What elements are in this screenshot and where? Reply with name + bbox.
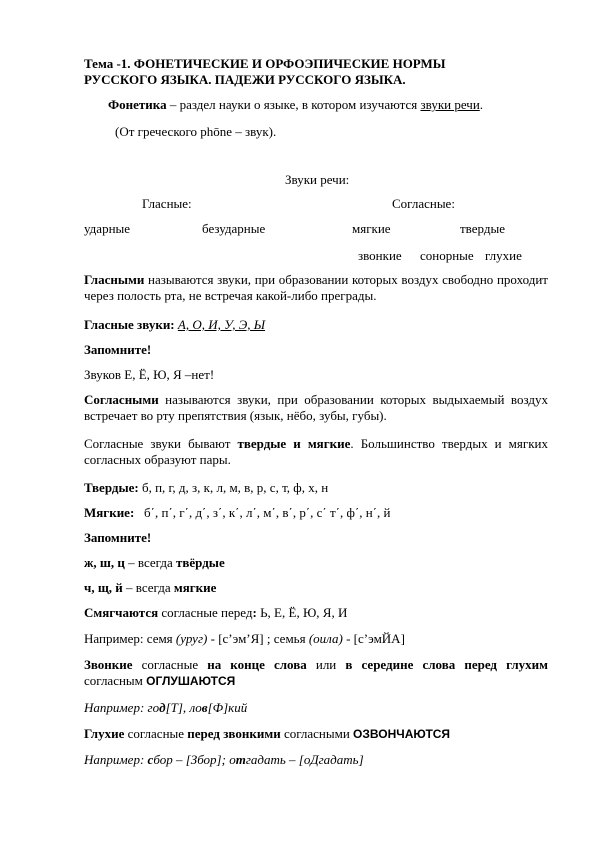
devoicing-t7: ОГЛУШАЮТСЯ	[146, 674, 236, 688]
document-title	[84, 56, 548, 88]
example-devoice-b: го	[147, 700, 160, 715]
diagram-voiceless: глухие	[485, 248, 522, 263]
speech-sounds-link: звуки речи	[420, 97, 480, 112]
softening-text: согласные перед	[158, 605, 253, 620]
voicing-t4: согласными	[280, 726, 354, 741]
voicing-rule	[84, 726, 548, 742]
pairs-text-b: . Большинство твердых и мягких согласных образуют пары.	[84, 436, 548, 467]
always-hard-line	[84, 555, 548, 571]
devoicing-t5: в середине слова перед глухим	[345, 657, 548, 672]
diagram-unstressed: безударные	[202, 221, 266, 236]
always-hard-word: твёрдые	[176, 555, 225, 570]
example-voice-d: о	[229, 752, 236, 767]
example-soft-d: (оила)	[308, 631, 343, 646]
diagram-vowels: Гласные:	[142, 196, 192, 211]
softening-line	[84, 605, 548, 621]
voicing-t2: согласные	[124, 726, 188, 741]
vowel-sounds-line	[84, 317, 548, 333]
devoicing-t2: согласные	[132, 657, 208, 672]
pairs-hard: твердые	[237, 436, 287, 451]
devoicing-line-1	[84, 657, 548, 673]
softening-example	[84, 631, 548, 647]
phonetics-definition	[108, 97, 548, 113]
example-devoice-c: д	[159, 700, 166, 715]
diagram-hard: твердые	[460, 221, 505, 236]
devoicing-line-2	[84, 673, 548, 689]
example-voice-f: гадать – [оДгадать]	[245, 752, 364, 767]
pairs-paragraph	[84, 436, 548, 468]
term-vowels: Гласными	[84, 272, 145, 287]
pairs-text-a: Согласные звуки бывают	[84, 436, 238, 451]
softening-colon: :	[252, 605, 257, 620]
no-sounds-note: Звуков Е, Ё, Ю, Я –нет!	[84, 367, 215, 382]
soft-consonants-line	[84, 505, 548, 521]
devoicing-t4: или	[306, 657, 346, 672]
term-consonants: Согласными	[84, 392, 159, 407]
example-voice-b: с	[147, 752, 154, 767]
hard-consonants-line	[84, 480, 548, 496]
diagram-stressed: ударные	[84, 221, 131, 236]
term-phonetics: Фонетика	[108, 97, 167, 112]
voicing-t1: Глухие	[84, 726, 125, 741]
always-hard-letters: ж, ш, ц	[84, 555, 125, 570]
always-hard-text: – всегда	[124, 555, 176, 570]
greek-origin: (От греческого phōne – звук).	[115, 124, 277, 139]
devoicing-t3: на конце слова	[207, 657, 307, 672]
devoicing-rule	[84, 657, 548, 689]
pairs-soft: мягкие	[307, 436, 351, 451]
vowels-definition	[84, 272, 548, 304]
soft-label: Мягкие:	[84, 505, 135, 520]
soft-list: б΄, п΄, г΄, д΄, з΄, к΄, л΄, м΄, в΄, р΄, с΄ т΄, ф΄, н΄, й	[134, 505, 391, 520]
always-soft-text: – всегда	[122, 580, 174, 595]
example-soft-c: - [с’эм’Я] ; семья	[207, 631, 309, 646]
voicing-t3: перед звонкими	[187, 726, 281, 741]
example-voice-e: т	[235, 752, 246, 767]
voicing-example	[84, 752, 548, 768]
devoicing-t6: согласным	[84, 673, 147, 688]
devoicing-t1: Звонкие	[84, 657, 133, 672]
hard-list: б, п, г, д, з, к, л, м, в, р, с, т, ф, х, н	[138, 480, 329, 495]
voicing-t5: ОЗВОНЧАЮТСЯ	[353, 727, 451, 741]
always-soft-letters: ч, щ, й	[84, 580, 123, 595]
example-devoice-d: [Т],	[165, 700, 190, 715]
example-soft-b: (уруг)	[175, 631, 208, 646]
devoicing-example	[84, 700, 548, 716]
title-line-1: Тема -1. ФОНЕТИЧЕСКИЕ И ОРФОЭПИЧЕСКИЕ НОРМЫ	[84, 56, 446, 71]
hard-label: Твердые:	[84, 480, 139, 495]
example-devoice-a: Например:	[84, 700, 148, 715]
example-voice-c: бор – [Збор];	[153, 752, 230, 767]
title-line-2: РУССКОГО ЯЗЫКА. ПАДЕЖИ РУССКОГО ЯЗЫКА.	[84, 72, 406, 87]
always-soft-line	[84, 580, 548, 596]
vowel-sounds-list: А, О, И, У, Э, Ы	[177, 317, 266, 332]
pairs-and: и	[286, 436, 308, 451]
remember-heading-1: Запомните!	[84, 342, 152, 357]
example-soft-a: Например: семя	[84, 631, 176, 646]
diagram-consonants: Согласные:	[392, 196, 455, 211]
example-devoice-g: [Ф]кий	[207, 700, 248, 715]
consonants-text: называются звуки, при образовании которых выдыхаемый воздух встречает во рту препятствия (язык, нёбо, зубы, губы).	[84, 392, 548, 423]
consonants-definition	[84, 392, 548, 424]
example-devoice-f: в	[201, 700, 208, 715]
period: .	[479, 97, 484, 112]
diagram-root: Звуки речи:	[285, 172, 350, 187]
always-soft-word: мягкие	[173, 580, 217, 595]
diagram-sonorant: сонорные	[420, 248, 474, 263]
example-soft-e: - [с’эмЙА]	[342, 631, 405, 646]
remember-heading-2: Запомните!	[84, 530, 152, 545]
diagram-voiced: звонкие	[358, 248, 402, 263]
example-devoice-e: ло	[189, 700, 202, 715]
softening-term: Смягчаются	[84, 605, 159, 620]
diagram-soft: мягкие	[352, 221, 391, 236]
vowels-text: называются звуки, при образовании которых воздух свободно проходит через полость рта, не встречая какой-либо преграды.	[84, 272, 548, 303]
softening-letters: Ь, Е, Ё, Ю, Я, И	[256, 605, 348, 620]
vowel-sounds-label: Гласные звуки:	[84, 317, 175, 332]
phonetics-text: – раздел науки о языке, в котором изучаются	[166, 97, 421, 112]
example-voice-a: Например:	[84, 752, 148, 767]
